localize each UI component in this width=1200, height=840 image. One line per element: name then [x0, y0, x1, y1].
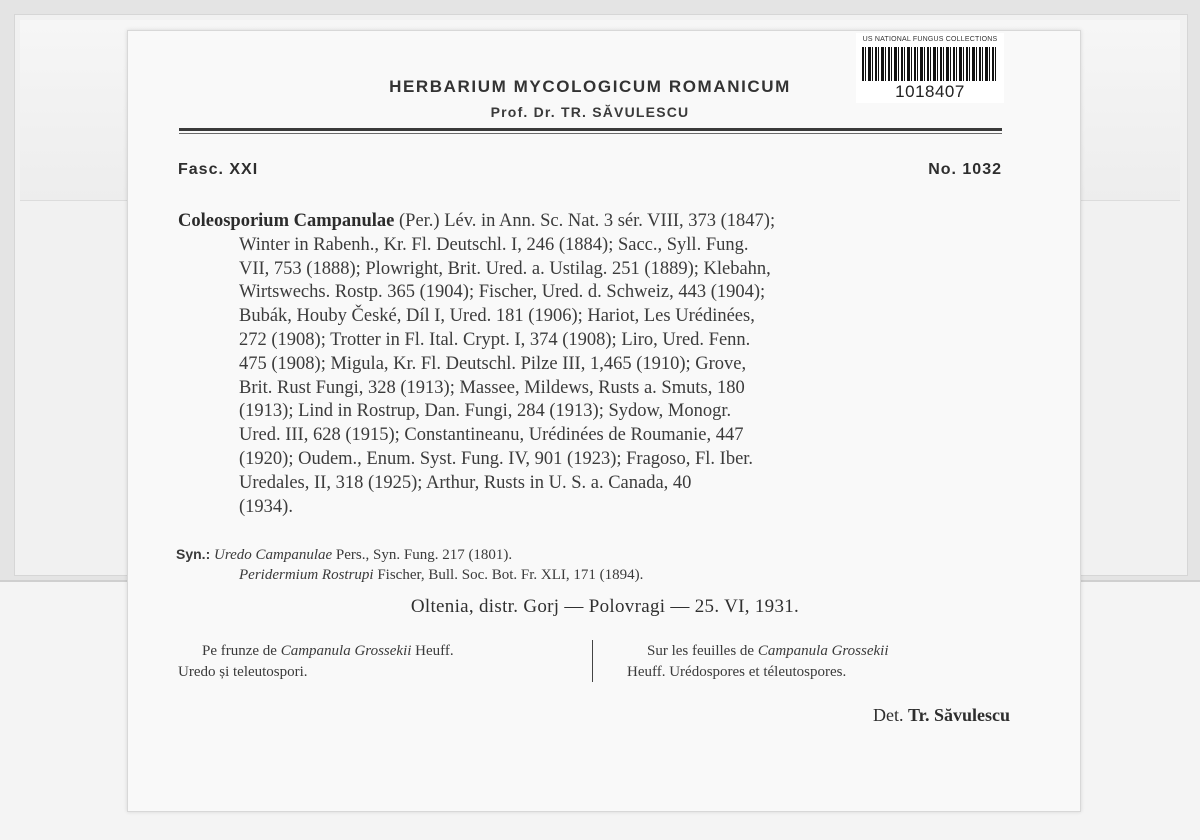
collection-locality: Oltenia, distr. Gorj — Polovragi — 25. VI, 1931. — [410, 596, 800, 617]
header-rule — [179, 128, 1002, 131]
citation-line: Ured. III, 628 (1915); Constantineanu, Urédinées de Roumanie, 447 — [239, 425, 744, 446]
citation-line: (1913); Lind in Rostrup, Dan. Fungi, 284 (1913); Sydow, Monogr. — [239, 401, 732, 422]
citation-line: Wirtswechs. Rostp. 365 (1904); Fischer, Ured. d. Schweiz, 443 (1904); — [239, 282, 766, 303]
synonym-name: Uredo Campanulae — [213, 547, 333, 563]
synonym-line — [176, 565, 936, 585]
specimen-number: No. 1032 — [928, 161, 1002, 178]
barcode-caption: US NATIONAL FUNGUS COLLECTIONS — [862, 36, 998, 43]
barcode-number: 1018407 — [895, 82, 965, 101]
host-french — [627, 641, 1022, 683]
header-rule-thin — [179, 133, 1002, 134]
synonym-line — [176, 544, 936, 565]
barcode-icon — [862, 47, 998, 81]
citation-line: Brit. Rust Fungi, 328 (1913); Massee, Mildews, Rusts a. Smuts, 180 — [239, 377, 745, 398]
host-line: Pe frunze de Campanula Grossekii Heuff. — [202, 643, 454, 659]
synonym-name: Peridermium Rostrupi — [239, 567, 374, 583]
synonym-ref: Fischer, Bull. Soc. Bot. Fr. XLI, 171 (1894). — [377, 567, 644, 583]
citation-line: Coleosporium Campanulae (Per.) Lév. in Ann. Sc. Nat. 3 sér. VIII, 373 (1847); — [178, 211, 776, 231]
herbarium-title: HERBARIUM MYCOLOGICUM ROMANICUM — [389, 77, 791, 96]
citation-line: Uredales, II, 318 (1925); Arthur, Rusts in U. S. a. Canada, 40 — [239, 472, 692, 493]
herbarium-subtitle: Prof. Dr. TR. SĂVULESCU — [490, 104, 690, 120]
taxon-name: Coleosporium Campanulae — [178, 211, 395, 231]
fascicle-label: Fasc. XXI — [178, 161, 259, 178]
determiner: Det. Tr. Săvulescu — [872, 705, 1010, 725]
citation-line: Winter in Rabenh., Kr. Fl. Deutschl. I, 246 (1884); Sacc., Syll. Fung. — [239, 234, 749, 255]
citation-line: VII, 753 (1888); Plowright, Brit. Ured. a. Ustilag. 251 (1889); Klebahn, — [239, 258, 771, 279]
host-line: Uredo și teleutospori. — [178, 664, 308, 680]
determiner-name: Tr. Săvulescu — [907, 705, 1010, 725]
host-plant-name: Campanula Grossekii — [757, 643, 889, 659]
host-plant-name: Campanula Grossekii — [280, 643, 412, 659]
species-citation — [178, 210, 1013, 519]
host-line: Heuff. Urédospores et téleutospores. — [627, 664, 847, 680]
synonym-label: Syn.: — [176, 546, 211, 562]
host-romanian — [178, 641, 583, 683]
citation-line: (1934). — [239, 496, 293, 517]
host-divider — [592, 640, 593, 682]
citation-line: 272 (1908); Trotter in Fl. Ital. Crypt. I, 374 (1908); Liro, Ured. Fenn. — [239, 329, 751, 350]
synonym-ref: Pers., Syn. Fung. 217 (1801). — [335, 547, 513, 563]
citation-line: 475 (1908); Migula, Kr. Fl. Deutschl. Pilze III, 1,465 (1910); Grove, — [239, 353, 747, 374]
citation-line: Bubák, Houby České, Díl I, Ured. 181 (1906); Hariot, Les Urédinées, — [239, 306, 755, 327]
host-line: Sur les feuilles de Campanula Grossekii — [647, 643, 889, 659]
citation-line: (1920); Oudem., Enum. Syst. Fung. IV, 901 (1923); Fragoso, Fl. Iber. — [239, 448, 754, 469]
synonyms — [176, 544, 936, 585]
